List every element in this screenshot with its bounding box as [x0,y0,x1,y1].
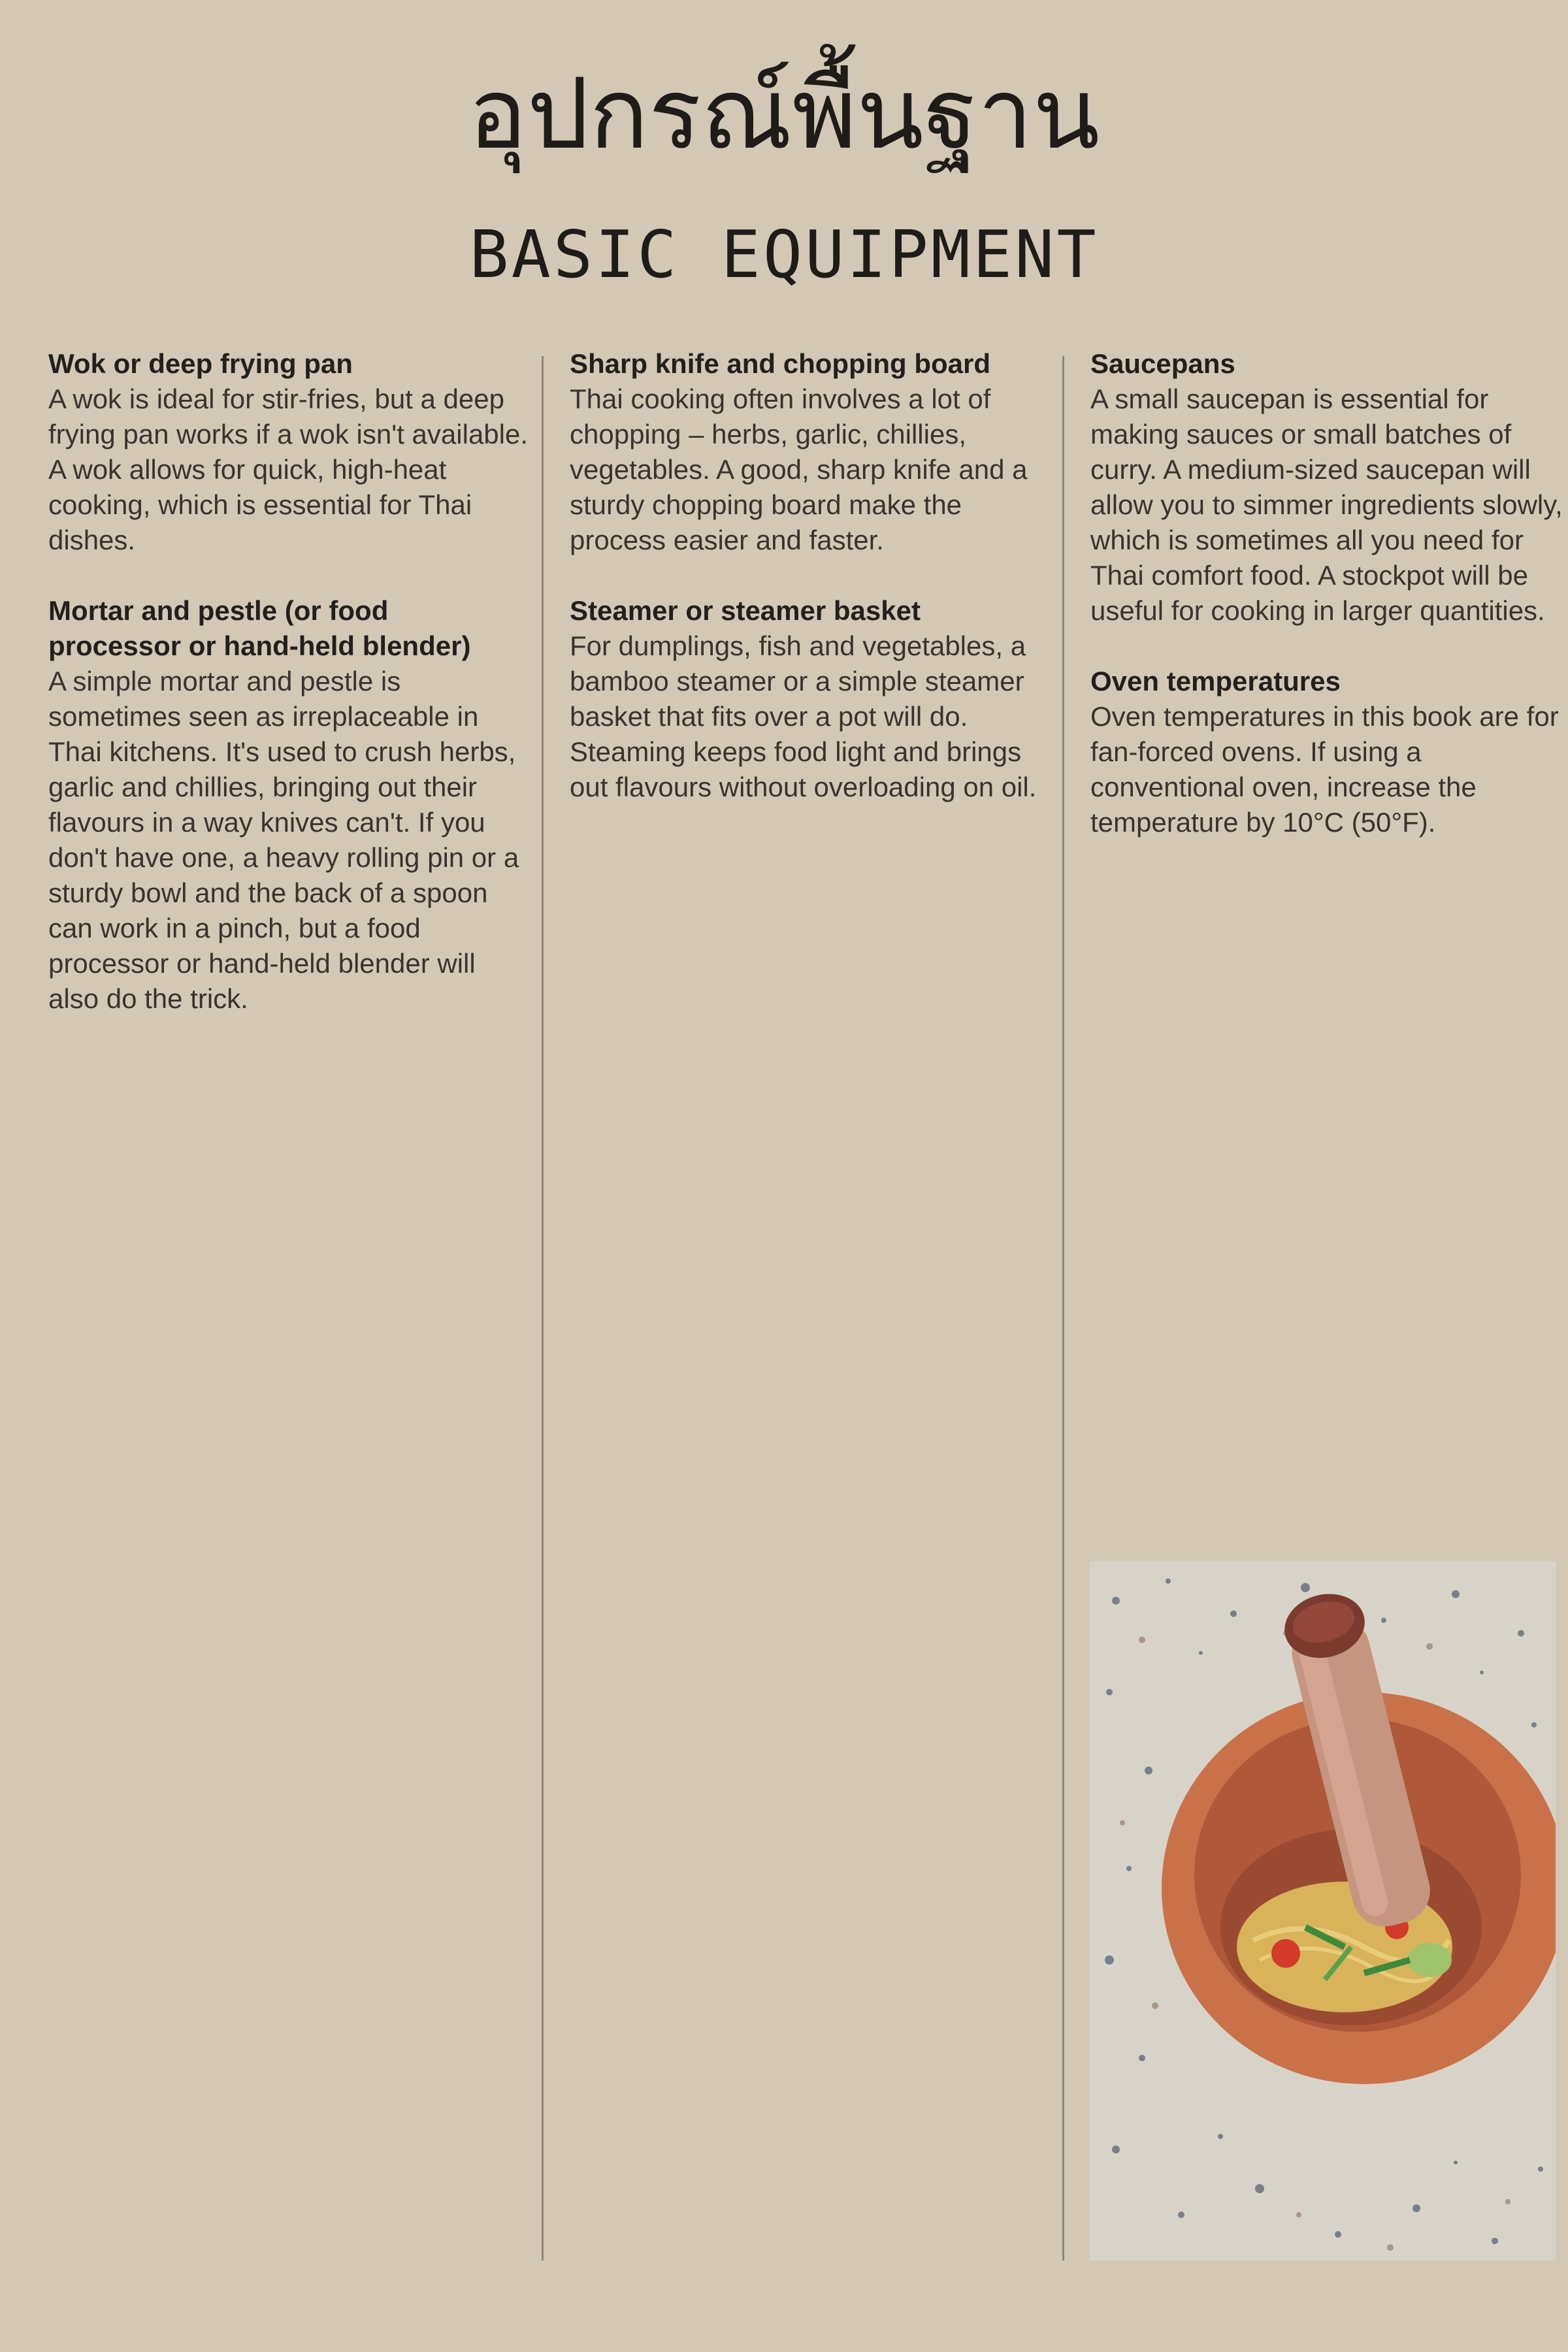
section-body: A small saucepan is essential for making sauces or small batches of curry. A medium-sized saucepan will allow you to simmer ingredients slowly, which is sometimes all you need for Thai comfort food. A stockpot will be useful for cooking in larger quantities. [1090,384,1563,626]
page-title-thai: อุปกรณ์พื้นฐาน [468,57,1100,171]
section-body: For dumplings, fish and vegetables, a bamboo steamer or a simple steamer basket that fits over a pot will do. Steaming keeps food light and brings out flavours without overloading on oil. [570,630,1037,802]
section-wok [48,346,529,558]
column-right [1090,346,1568,875]
section-heading: Oven temperatures [1090,666,1341,696]
column-left [48,346,529,1052]
section-heading: Sharp knife and chopping board [570,348,991,379]
section-saucepans [1090,346,1568,629]
page-title: BASIC EQUIPMENT [469,216,1099,293]
section-heading: Steamer or steamer basket [570,595,921,626]
section-heading: Saucepans [1090,348,1235,379]
section-body: A wok is ideal for stir-fries, but a deep frying pan works if a wok isn't available. A wok allows for quick, high-heat cooking, which is essential for Thai dishes. [48,384,529,555]
section-mortar-and-pestle [48,593,529,1017]
mortar-pestle-photo [1090,1561,1556,2261]
section-heading: Mortar and pestle (or food processor or hand-held blender) [48,595,471,661]
section-body: Thai cooking often involves a lot of chopping – herbs, garlic, chillies, vegetables. A good, sharp knife and a sturdy chopping board make the process easier and faster. [570,384,1028,555]
section-knife-and-board [570,346,1050,558]
column-divider [542,356,544,2261]
section-oven-temperatures [1090,664,1568,840]
section-steamer [570,593,1050,805]
column-middle [570,346,1050,840]
section-body: Oven temperatures in this book are for fan-forced ovens. If using a conventional oven, increase the temperature by 10°C (50°F). [1090,701,1559,838]
section-body: A simple mortar and pestle is sometimes seen as irreplaceable in Thai kitchens. It's used to crush herbs, garlic and chillies, bringing out their flavours in a way knives can't. If you don't have one, a heavy rolling pin or a sturdy bowl and the back of a spoon can work in a pinch, but a food processor or hand-held blender will also do the trick. [48,666,519,1014]
section-heading: Wok or deep frying pan [48,348,353,379]
column-divider [1062,356,1064,2261]
